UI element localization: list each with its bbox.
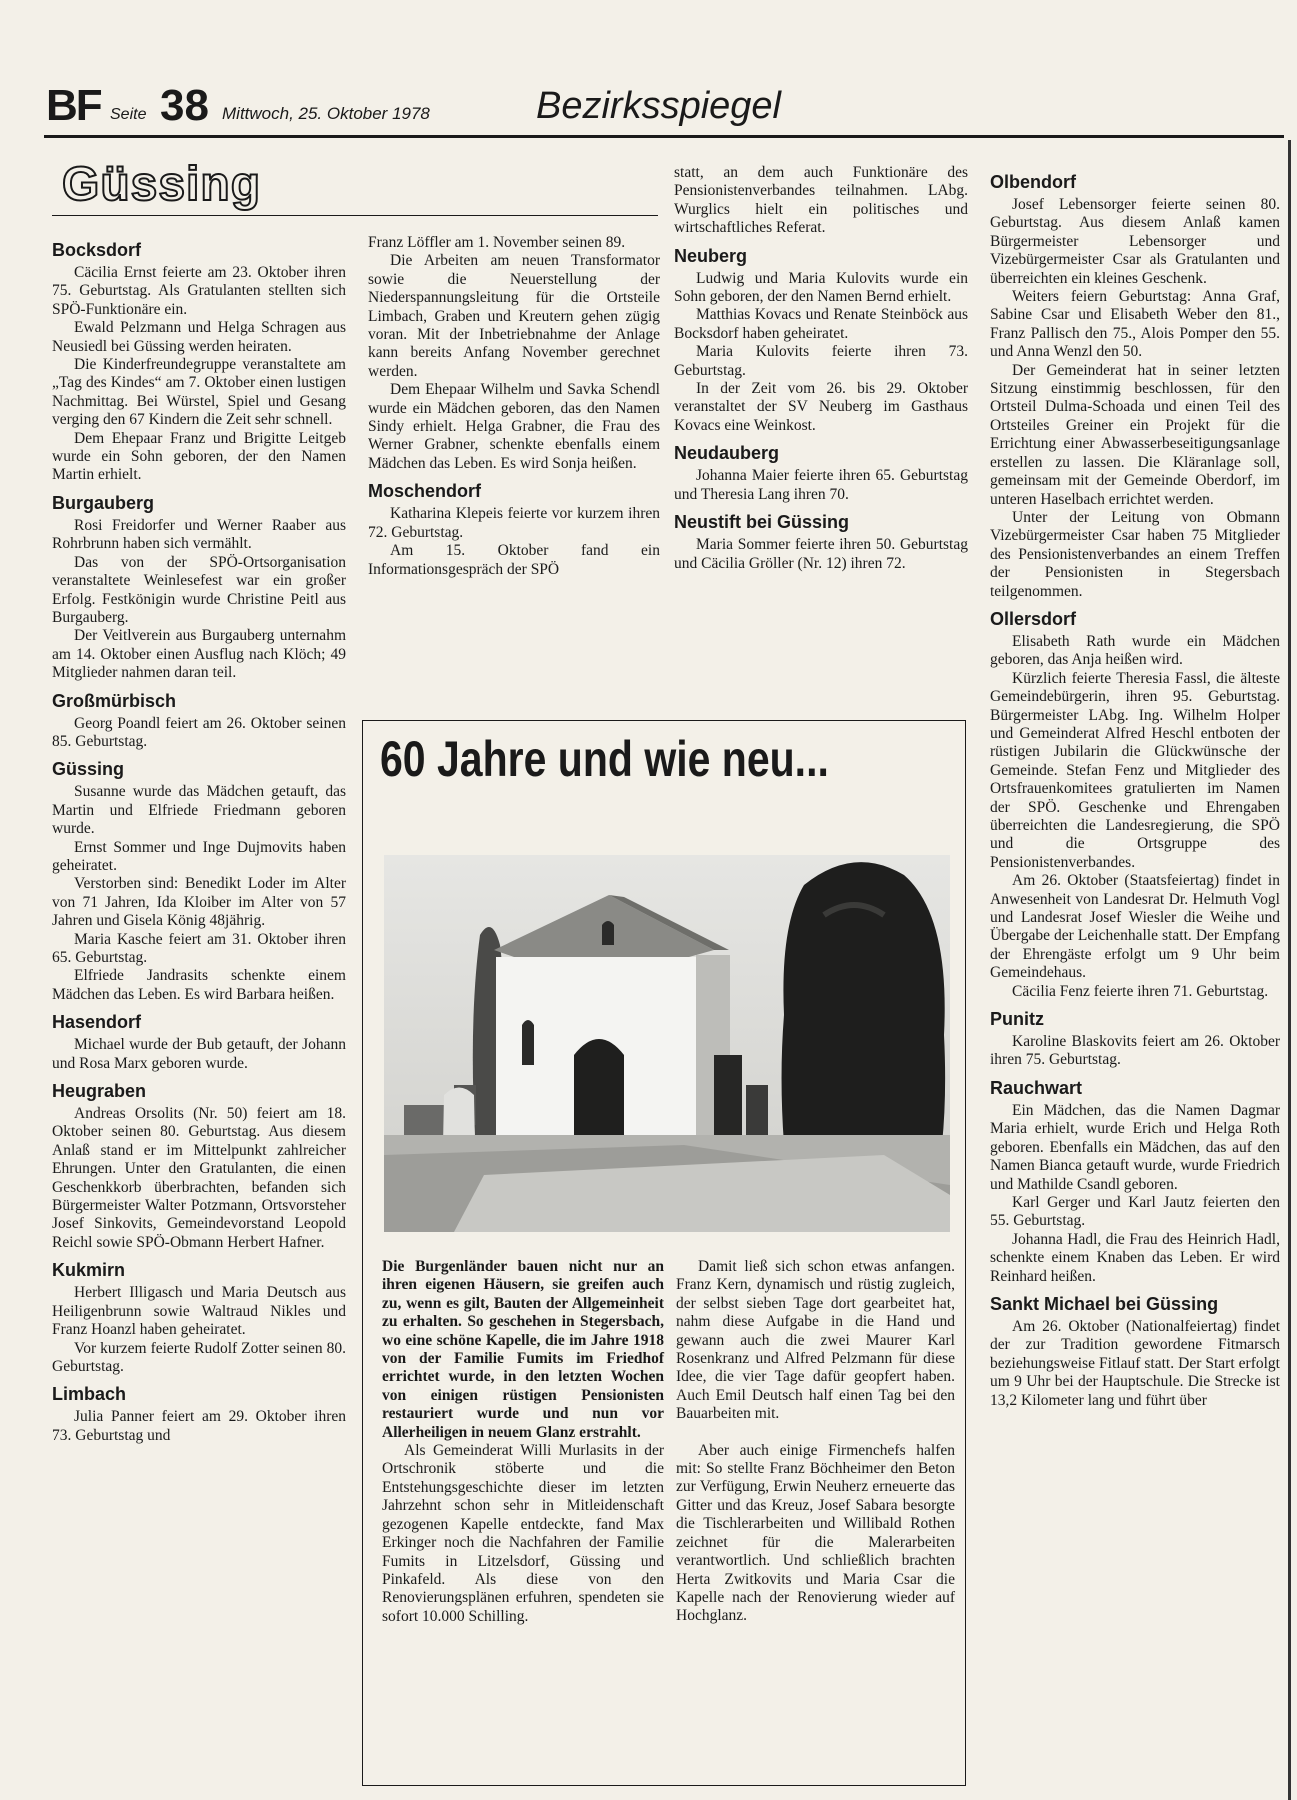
news-paragraph: Dem Ehepaar Franz und Brigitte Leitgeb wurde ein Sohn geboren, der den Namen Martin erhielt. (52, 429, 346, 484)
feature-body-a: Als Gemeinderat Willi Murlasits in der Ortschronik stöberte und die Entstehungsgeschichte dieser im letzten Jahrzehnt schon sehr in Mitleidenschaft gezogenen Kapelle entdeckte, fand Max Erkinger noch die Nachfahren der Familie Fumits in Litzelsdorf, Güssing und Pinkafeld. Als diese von den Renovierungsplänen erfuhren, spendeten sie sofort 10.000 Schilling. (382, 1442, 664, 1625)
locality-heading: Hasendorf (52, 1012, 142, 1033)
news-paragraph: Johanna Maier feierte ihren 65. Geburtstag und Theresia Lang ihren 70. (674, 467, 968, 503)
locality-heading: Moschendorf (368, 481, 482, 502)
news-paragraph: statt, an dem auch Funktionäre des Pensionistenverbandes teilnahmen. LAbg. Wurglics hielt ein politisches und wirtschaftliches Referat. (674, 164, 968, 237)
news-paragraph: Ein Mädchen, das die Namen Dagmar Maria erhielt, wurde Erich und Helga Roth geboren. Ebenfalls ein Mädchen, das auf den Namen Bianca getauft wurde, wurde Friedrich und Mathilde Csandl geboren. (990, 1101, 1280, 1193)
news-paragraph: Elfriede Jandrasits schenkte einem Mädchen das Leben. Es wird Barbara heißen. (52, 967, 346, 1003)
news-paragraph: In der Zeit vom 26. bis 29. Oktober veranstaltet der SV Neuberg im Gasthaus Kovacs eine Weinkost. (674, 380, 968, 434)
issue-date: Mittwoch, 25. Oktober 1978 (222, 104, 430, 123)
news-paragraph: Susanne wurde das Mädchen getauft, das Martin und Elfriede Friedmann geboren wurde. (52, 783, 346, 838)
page-edge-rule (1288, 140, 1291, 1800)
masthead-logo: BF (46, 81, 101, 130)
locality-heading: Kukmirn (52, 1260, 126, 1281)
news-paragraph: Herbert Illigasch und Maria Deutsch aus Heiligenbrunn sowie Waltraud Nikles und Franz Hoanzl haben geheiratet. (52, 1284, 346, 1339)
news-paragraph: Unter der Leitung von Obmann Vizebürgermeister Csar haben 75 Mitglieder des Pensionistenverbandes an einem Treffen der Pensionisten in Stegersbach teilgenommen. (990, 508, 1280, 600)
locality-heading: Limbach (52, 1384, 127, 1405)
news-paragraph: Karoline Blaskovits feiert am 26. Oktober ihren 75. Geburtstag. (990, 1033, 1280, 1069)
news-column-4 (990, 164, 1280, 1410)
news-column-1 (52, 232, 346, 1445)
news-paragraph: Der Gemeinderat hat in seiner letzten Sitzung einstimmig beschlossen, für den Ortsteil Dulma-Schoada und einen Teil des Ortsteiles Greiner ein Projekt für die Errichtung einer Abwasserbeseitigungsanlage erstellen zu lassen. Die Kläranlage soll, gemeinsam mit der Gemeinde Oberdorf, im unteren Haselbach errichtet werden. (990, 361, 1280, 508)
news-paragraph: Cäcilia Ernst feierte am 23. Oktober ihren 75. Geburtstag. Als Gratulanten stellten sich SPÖ-Funktionäre ein. (52, 264, 346, 318)
news-paragraph: Maria Sommer feierte ihren 50. Geburtstag und Cäcilia Gröller (Nr. 12) ihren 72. (674, 536, 968, 572)
feature-headline: 60 Jahre und wie neu... (380, 731, 829, 787)
news-paragraph: Katharina Klepeis feierte vor kurzem ihren 72. Geburtstag. (368, 505, 660, 541)
masthead-rule (44, 135, 1284, 138)
news-paragraph: Matthias Kovacs und Renate Steinböck aus Bocksdorf haben geheiratet. (674, 306, 968, 342)
news-paragraph: Maria Kulovits feierte ihren 73. Geburtstag. (674, 343, 968, 379)
news-paragraph: Die Arbeiten am neuen Transformator sowie die Neuerstellung der Niederspannungsleitung für die Ortsteile Limbach, Graben und Kreutern gehen zügig voran. Mit der Inbetriebnahme der Anlage kann bereits Anfang November gerechnet werden. (368, 252, 660, 380)
news-paragraph: Kürzlich feierte Theresia Fassl, die älteste Gemeindebürgerin, ihren 95. Geburtstag. Bürgermeister LAbg. Ing. Wilhelm Holper und Gemeinderat Alfred Heschl entboten der rüstigen Jubilarin die Glückwünsche der Gemeinde. Stefan Fenz und Mitglieder des Ortsfrauenkomitees gratulierten im Namen der SPÖ. Geschenke und Ehrengaben überreichten die Landesregierung, die SPÖ und die Ortsgruppe des Pensionistenverbandes. (990, 669, 1280, 871)
feature-body-b2: Aber auch einige Firmenchefs halfen mit: So stellte Franz Böchheimer den Beton zur Verfügung, Erwin Neuherz erneuerte das Gitter und das Kreuz, Josef Sabara besorgte die Tischlerarbeiten und Willibald Rothen zeichnet für die Malerarbeiten verantwortlich. Und schließlich brachten Herta Zwitkovits und Maria Csar die Kapelle nach der Renovierung wieder auf Hochglanz. (676, 1441, 955, 1625)
locality-heading: Großmürbisch (52, 690, 177, 711)
news-paragraph: Karl Gerger und Karl Jautz feierten den 55. Geburtstag. (990, 1193, 1280, 1230)
news-paragraph: Am 26. Oktober (Nationalfeiertag) findet der zur Tradition gewordene Fitmarsch beziehungsweise Fitlauf statt. Der Start erfolgt um 9 Uhr bei der Hauptschule. Die Strecke ist 13,2 Kilometer lang und führt über (990, 1317, 1280, 1409)
news-paragraph: Ernst Sommer und Inge Dujmovits haben geheiratet. (52, 838, 346, 874)
page-number: 38 (160, 81, 209, 130)
locality-heading: Neudauberg (674, 443, 780, 464)
feature-column-right (676, 1258, 955, 1626)
news-paragraph: Ludwig und Maria Kulovits wurde ein Sohn geboren, der den Namen Bernd erhielt. (674, 269, 968, 306)
news-paragraph: Julia Panner feiert am 29. Oktober ihren 73. Geburtstag und (52, 1408, 346, 1444)
locality-heading: Rauchwart (990, 1077, 1083, 1098)
news-paragraph: Am 26. Oktober (Staatsfeiertag) findet in Anwesenheit von Landesrat Dr. Helmuth Vogl und Landesrat Josef Wiesler die Weihe und Übergabe der Leichenhalle statt. Der Empfang der Ehrengäste erfolgt um 9 Uhr beim Gemeindehaus. (990, 872, 1280, 982)
locality-heading: Olbendorf (990, 172, 1076, 192)
locality-heading: Neustift bei Güssing (674, 512, 850, 533)
news-paragraph: Maria Kasche feiert am 31. Oktober ihren 65. Geburtstag. (52, 930, 346, 966)
feature-lead: Die Burgenländer bauen nicht nur an ihren eigenen Häusern, sie greifen auch zu, wenn es gilt, Bauten der Allgemeinheit zu erhalten. So geschehen in Stegersbach, wo eine schöne Kapelle, die im Jahre 1918 von der Familie Fumits im Friedhof errichtet wurde, in den letzten Wochen von einigen rüstigen Pensionisten restauriert wurde und nun vor Allerheiligen in neuem Glanz erstrahlt. (382, 1258, 664, 1441)
news-paragraph: Elisabeth Rath wurde ein Mädchen geboren, das Anja heißen wird. (990, 632, 1280, 669)
news-paragraph: Johanna Hadl, die Frau des Heinrich Hadl, schenkte einem Knaben das Leben. Er wird Reinhard heißen. (990, 1230, 1280, 1285)
news-paragraph: Georg Poandl feiert am 26. Oktober seinen 85. Geburtstag. (52, 714, 346, 750)
news-column-3 (674, 164, 968, 573)
news-paragraph: Die Kinderfreundegruppe veranstaltete am „Tag des Kindes“ am 7. Oktober einen lustigen Nachmittag. Bei Würstel, Spiel und Gesang verging den 67 Kindern die Zeit sehr schnell. (52, 356, 346, 429)
news-paragraph: Ewald Pelzmann und Helga Schragen aus Neusiedl bei Güssing werden heiraten. (52, 319, 346, 355)
locality-heading: Punitz (990, 1009, 1044, 1030)
region-title: Güssing (62, 158, 262, 211)
news-paragraph: Weiters feiern Geburtstag: Anna Graf, Sabine Csar und Elisabeth Weber den 81., Franz Pallisch den 75., Alois Pomper den 55. und Anna Wenzl den 50. (990, 288, 1280, 361)
locality-heading: Güssing (52, 759, 125, 780)
news-paragraph: Josef Lebensorger feierte seinen 80. Geburtstag. Aus diesem Anlaß kamen Bürgermeister Lebensorger und Vizebürgermeister Csar als Gratulanten und überreichten ein kleines Geschenk. (990, 196, 1280, 287)
chapel-photo (384, 855, 950, 1232)
news-paragraph: Franz Löffler am 1. November seinen 89. (368, 234, 626, 251)
news-paragraph: Das von der SPÖ-Ortsorganisation veranstaltete Weinlesefest war ein großer Erfolg. Festkönigin wurde Christine Peitl aus Burgauberg. (52, 553, 346, 626)
locality-heading: Bocksdorf (52, 240, 142, 260)
news-paragraph: Vor kurzem feierte Rudolf Zotter seinen 80. Geburtstag. (52, 1339, 346, 1375)
region-title-rule (52, 215, 658, 216)
news-paragraph: Rosi Freidorfer und Werner Raaber aus Rohrbrunn haben sich vermählt. (52, 516, 346, 553)
news-paragraph: Cäcilia Fenz feierte ihren 71. Geburtstag. (1012, 982, 1269, 1000)
news-paragraph: Andreas Orsolits (Nr. 50) feiert am 18. Oktober seinen 80. Geburtstag. Aus diesem Anlaß stand er im Mittelpunkt zahlreicher Ehrungen. Unter den Gratulanten, die einen Geschenkkorb überbrachten, befanden sich Bürgermeister Walter Potzmann, Ortsvorsteher Josef Sinkovits, Gemeindevorstand Leopold Reichl sowie SPÖ-Obmann Herbert Hafner. (52, 1105, 346, 1251)
locality-heading: Heugraben (52, 1081, 147, 1102)
news-paragraph: Am 15. Oktober fand ein Informationsgespräch der SPÖ (368, 542, 660, 578)
news-paragraph: Dem Ehepaar Wilhelm und Savka Schendl wurde ein Mädchen geboren, das den Namen Sindy erhielt. Helga Grabner, die Frau des Werner Grabner, schenkte ebenfalls einem Mädchen das Leben. Es wird Sonja heißen. (368, 381, 660, 472)
locality-heading: Burgauberg (52, 492, 155, 513)
locality-heading: Sankt Michael bei Güssing (990, 1293, 1219, 1314)
feature-body-b1: Damit ließ sich schon etwas anfangen. Franz Kern, dynamisch und rüstig zugleich, der selbst sieben Tage dort gearbeitet hat, nahm diese Aufgabe in die Hand und gewann auch die zwei Maurer Karl Rosenkranz und Alfred Pelzmann für diese Idee, die vier Tage dafür geopfert haben. Auch Emil Deutsch half einen Tag bei den Bauarbeiten mit. (676, 1258, 955, 1423)
news-paragraph: Michael wurde der Bub getauft, der Johann und Rosa Marx geboren wurde. (52, 1036, 346, 1072)
feature-column-left (382, 1258, 664, 1626)
seite-label: Seite (110, 106, 147, 123)
news-column-2 (368, 234, 660, 579)
news-paragraph: Der Veitlverein aus Burgauberg unternahm am 14. Oktober einen Ausflug nach Klöch; 49 Mitglieder nahmen daran teil. (52, 627, 346, 682)
locality-heading: Ollersdorf (990, 608, 1077, 629)
news-paragraph: Verstorben sind: Benedikt Loder im Alter von 71 Jahren, Ida Kloiber im Alter von 57 Jahren und Gisela König 48jährig. (52, 875, 346, 930)
section-title: Bezirksspiegel (536, 85, 781, 127)
locality-heading: Neuberg (674, 245, 748, 266)
